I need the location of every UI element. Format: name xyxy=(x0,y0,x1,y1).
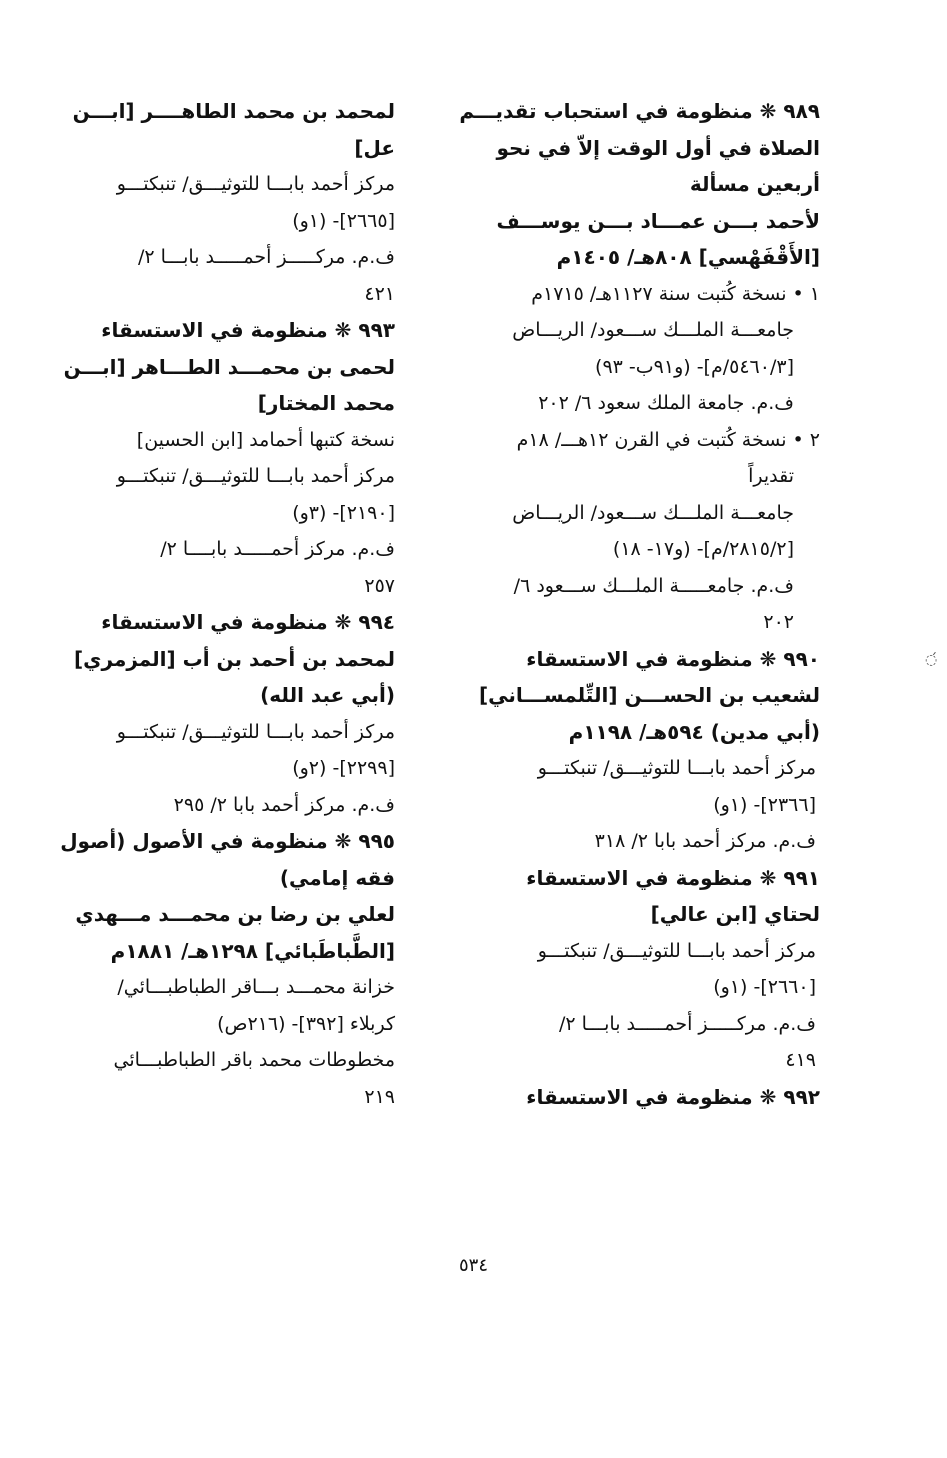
entry-992-author: لمحمد بن محمد الطاهــــر [ابـــن xyxy=(72,99,395,123)
entry-995-author-cont: [الطَّباطَبائي] ١٢٩٨هـ/ ١٨٨١م xyxy=(110,938,395,963)
entry-992-author-cont: عل] xyxy=(354,135,395,160)
entry-990-shelfmark: [٢٣٦٦]- (١و) xyxy=(713,793,816,816)
entry-994-shelfmark: [٢٢٩٩]- (٢و) xyxy=(292,757,395,779)
entry-994-author: لمحمد بن أحمد بن أب [المزمري] xyxy=(74,646,395,671)
entry-989-copy-2-cont: تقديراً xyxy=(748,465,794,487)
entry-990-author: لشعيب بن الحســـن [التِّلمســـاني] xyxy=(478,683,820,707)
entry-989-author: لأحمد بـــن عمـــاد بـــن يوســـف xyxy=(496,208,820,233)
entry-994-author-cont: (أبي عبد الله) xyxy=(260,683,395,707)
entry-993-library: مركز أحمد بابـــا للتوثيـــق/ تنبكتـــو xyxy=(116,465,395,487)
entry-995-shelfmark: كربلاء [٣٩٢]- (٢١٦ص) xyxy=(217,1012,395,1035)
entry-995-library: خزانة محمـــد بـــاقر الطباطبـــائي/ xyxy=(117,976,395,998)
entry-990-title: ٩٩٠ ❋ منظومة في الاستسقاء xyxy=(526,646,820,671)
entry-995-title: ٩٩٥ ❋ منظومة في الأصول (أصول xyxy=(60,829,395,853)
entry-995-title-cont: فقه إمامي) xyxy=(279,865,395,890)
entry-993-author-cont: محمد المختار] xyxy=(257,391,395,415)
entry-990-library: مركز أحمد بابـــا للتوثيـــق/ تنبكتـــو xyxy=(537,757,816,779)
entry-989-copy-1-library: جامعـــة الملـــك ســـعود/ الريـــاض xyxy=(512,319,794,341)
entry-995-reference: مخطوطات محمد باقر الطباطبـــائي xyxy=(113,1049,395,1071)
entry-989-title-cont: الصلاة في أول الوقت إلاّ في نحو xyxy=(496,135,820,160)
entry-989-copy-2-shelfmark: [٢٨١٥/٢/م]- (و١٧- ١٨) xyxy=(612,538,794,560)
entry-989-copy-1-shelfmark: [٥٤٦٠/٣/م]- (و٩١ب- ٩٣) xyxy=(595,355,794,378)
right-column xyxy=(459,93,820,1115)
entry-991-reference-cont: ٤١٩ xyxy=(785,1049,816,1071)
entry-989-author-cont: [الأَقْفَهْسي] ٨٠٨هـ/ ١٤٠٥م xyxy=(556,245,820,269)
entry-989-copy-1-reference: ف.م. جامعة الملك سعود ٦/ ٢٠٢ xyxy=(538,392,794,414)
entry-989-title-cont: أربعين مسألة xyxy=(689,172,820,196)
entry-989-copy-2: ٢ • نسخة كُتبت في القرن ١٢هـــ/ ١٨م xyxy=(516,428,820,451)
entry-991-title: ٩٩١ ❋ منظومة في الاستسقاء xyxy=(526,865,820,890)
entry-994-reference: ف.م. مركز أحمد بابا ٢/ ٢٩٥ xyxy=(173,793,395,816)
left-column xyxy=(60,93,395,1115)
entry-995-reference-cont: ٢١٩ xyxy=(364,1085,395,1108)
entry-993-title: ٩٩٣ ❋ منظومة في الاستسقاء xyxy=(101,318,395,342)
entry-994-title: ٩٩٤ ❋ منظومة في الاستسقاء xyxy=(101,610,395,634)
page-number: ٥٣٤ xyxy=(458,1255,488,1276)
entry-993-reference-cont: ٢٥٧ xyxy=(364,574,395,597)
entry-989-copy-2-reference-cont: ٢٠٢ xyxy=(763,611,794,633)
entry-991-shelfmark: [٢٦٦٠]- (١و) xyxy=(713,976,816,998)
margin-mark: ◌́ xyxy=(925,652,938,668)
entry-991-reference: ف.م. مركـــــز أحمـــــد بابـــا ٢/ xyxy=(558,1012,816,1035)
entry-991-library: مركز أحمد بابـــا للتوثيـــق/ تنبكتـــو xyxy=(537,939,816,962)
entry-992-library: مركز أحمد بابـــا للتوثيـــق/ تنبكتـــو xyxy=(116,173,395,195)
entry-989-copy-2-reference: ف.م. جامعـــــة الملـــك ســـعود ٦/ xyxy=(513,574,794,597)
entry-994-library: مركز أحمد بابـــا للتوثيـــق/ تنبكتـــو xyxy=(116,720,395,743)
entry-993-author: لحمى بن محمـــد الطـــاهر [ابـــن xyxy=(63,354,395,379)
entry-993-copyist: نسخة كتبها أحمامد [ابن الحسين] xyxy=(136,428,395,451)
entry-989-copy-1: ١ • نسخة كُتبت سنة ١١٢٧هـ/ ١٧١٥م xyxy=(531,282,820,305)
entry-992-title: ٩٩٢ ❋ منظومة في الاستسقاء xyxy=(526,1084,820,1109)
entry-995-author: لعلي بن رضا بن محمـــد مـــهدي xyxy=(75,902,395,926)
entry-991-author: لحتاي [ابن عالي] xyxy=(650,902,820,926)
entry-993-shelfmark: [٢١٩٠]- (٣و) xyxy=(292,501,395,524)
entry-990-reference: ف.م. مركز أحمد بابا ٢/ ٣١٨ xyxy=(594,830,816,852)
entry-990-author-cont: (أبي مدين) ٥٩٤هـ/ ١١٩٨م xyxy=(568,719,820,744)
entry-989-title: ٩٨٩ ❋ منظومة في استحباب تقديـــم xyxy=(459,99,820,123)
entry-992-shelfmark: [٢٦٦٥]- (١و) xyxy=(292,209,395,232)
entry-993-reference: ف.م. مركز أحمـــــد بابــــا ٢/ xyxy=(160,538,395,560)
entry-989-copy-2-library: جامعـــة الملـــك ســـعود/ الريـــاض xyxy=(512,501,794,524)
entry-992-reference-cont: ٤٢١ xyxy=(364,282,395,305)
entry-992-reference: ف.م. مركـــــز أحمـــــد بابـــا ٢/ xyxy=(137,246,395,268)
